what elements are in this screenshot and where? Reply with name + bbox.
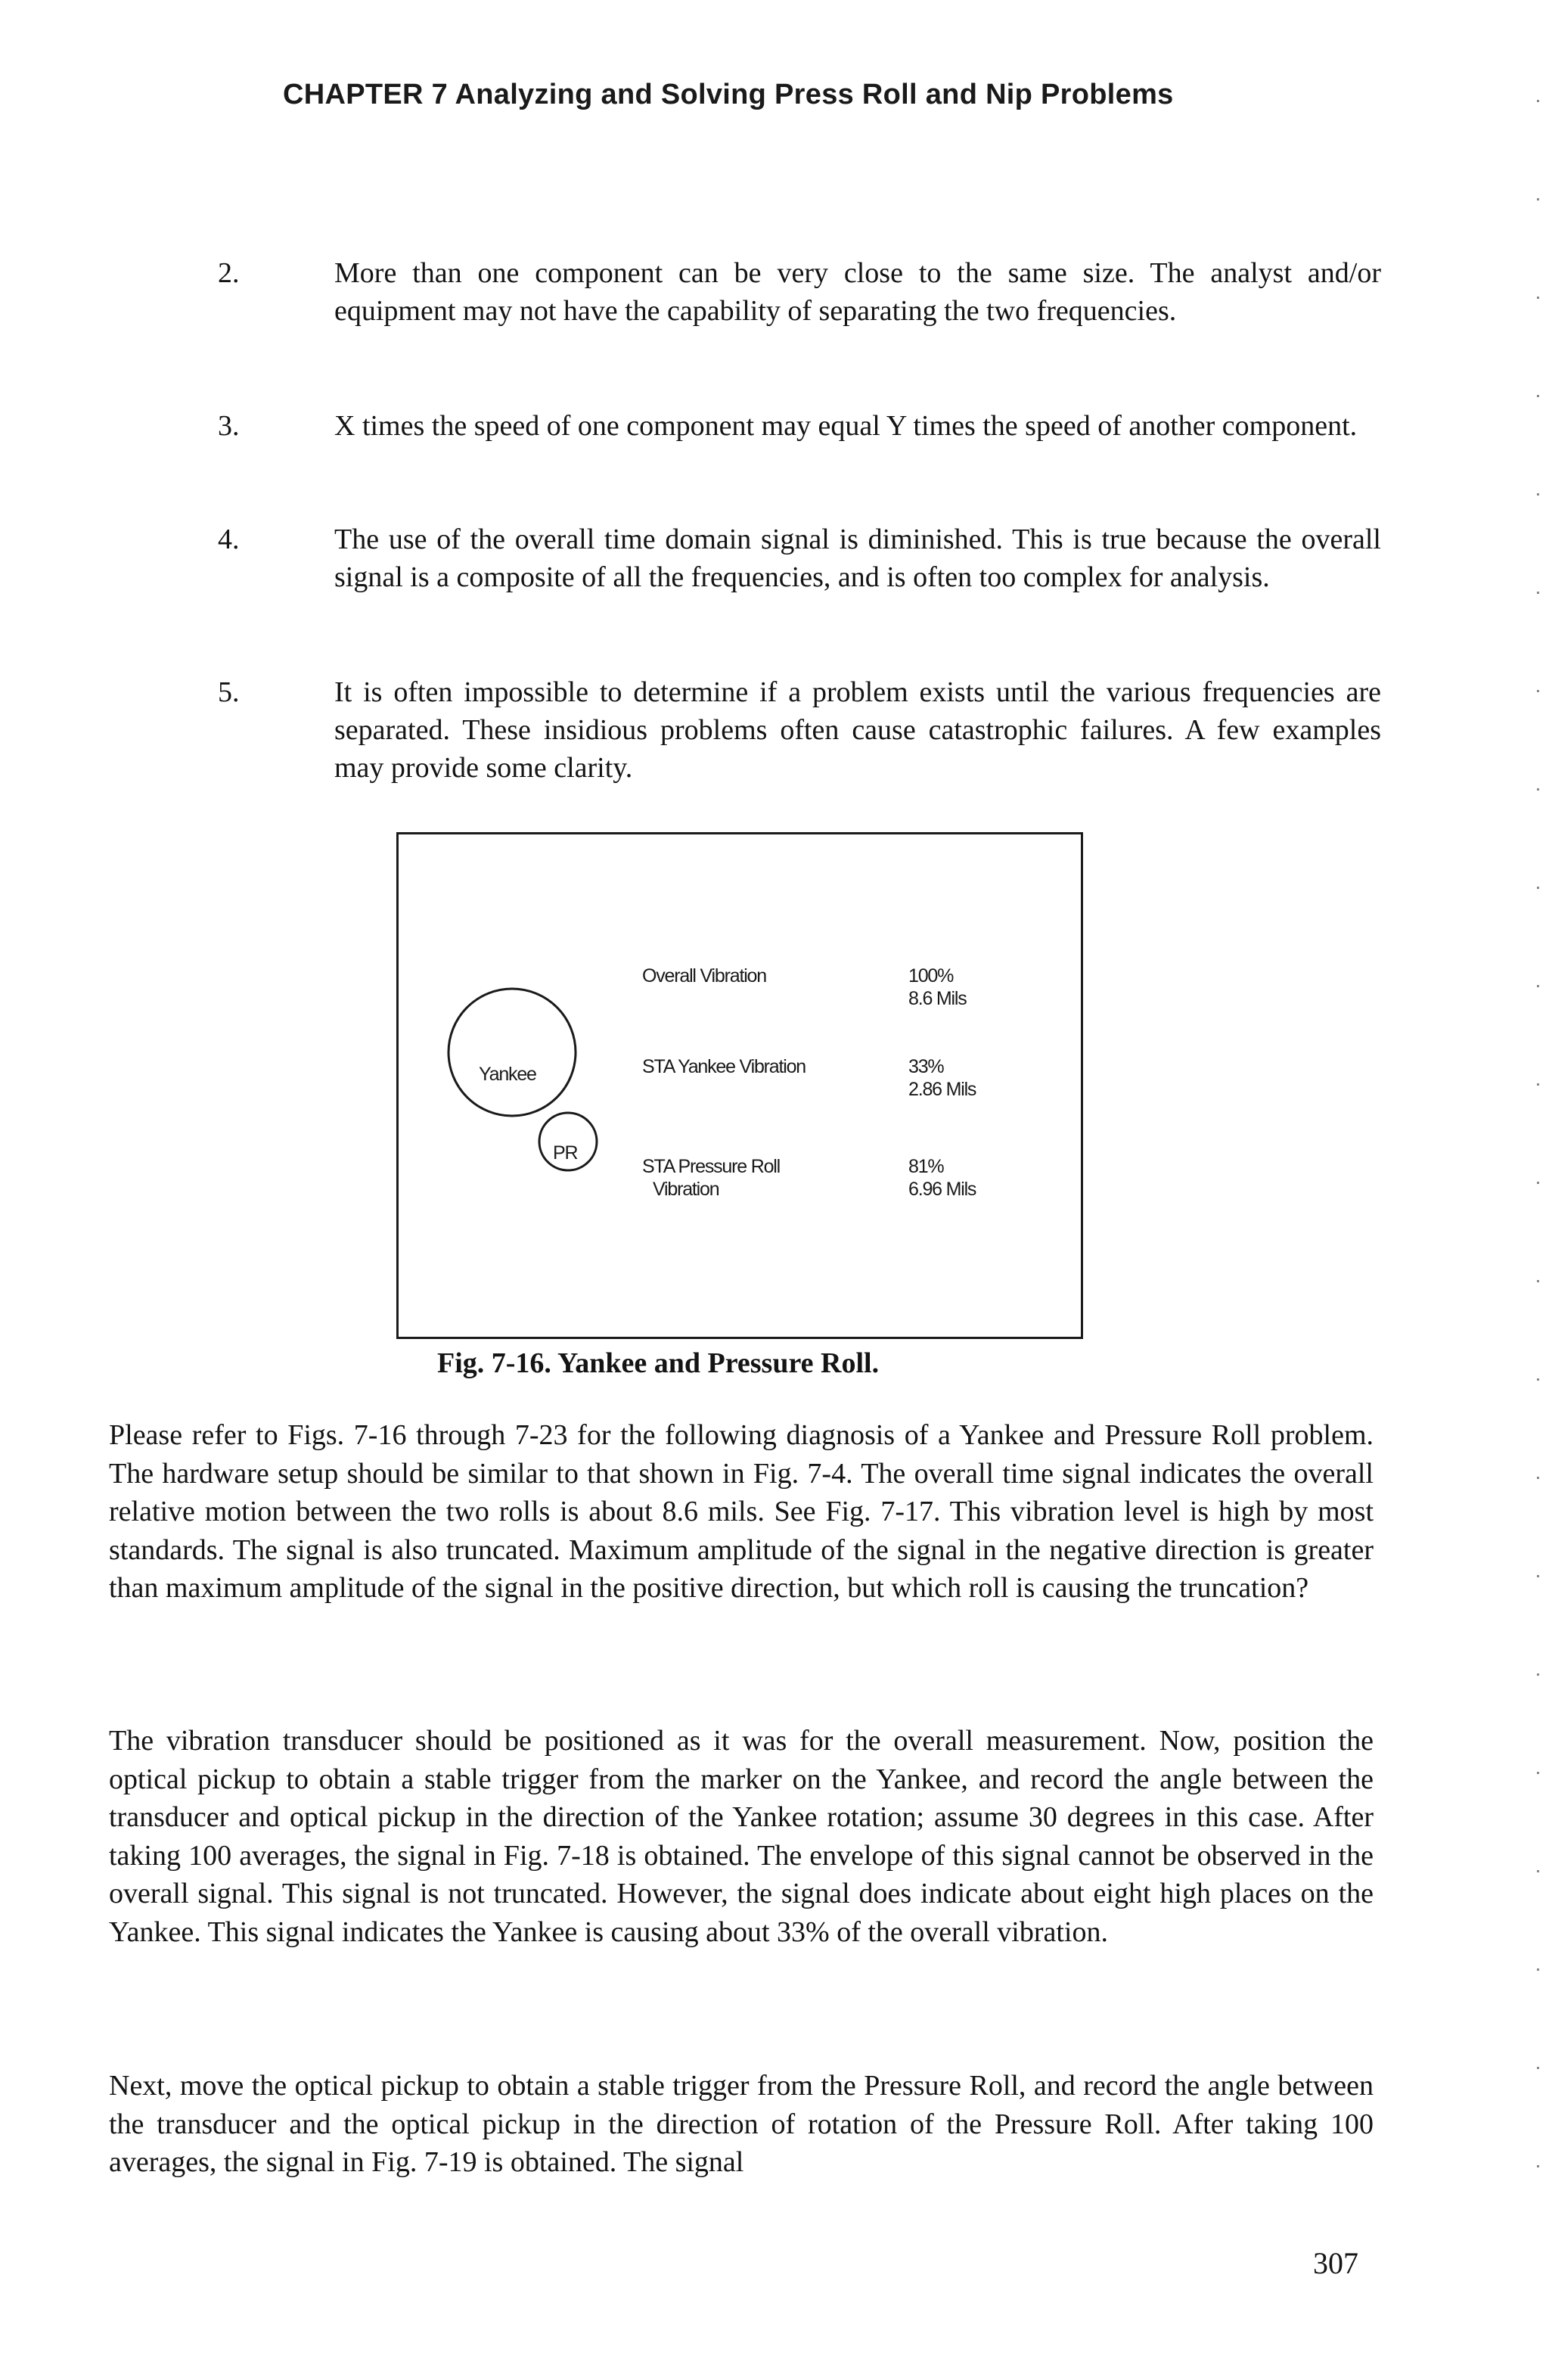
list-number: 2.	[218, 257, 240, 289]
margin-mark	[1537, 788, 1539, 791]
margin-mark	[1537, 1772, 1539, 1774]
yankee-label: Yankee	[479, 1064, 536, 1085]
margin-mark	[1537, 1673, 1539, 1676]
margin-mark	[1537, 198, 1539, 200]
yankee-circle	[449, 989, 576, 1116]
margin-mark	[1537, 985, 1539, 987]
paragraph-2: The vibration transducer should be positioned as it was for the overall measurement. Now, position the optical pickup to obtain a stable trigger from the marker on the Yankee, and record the angle between the transducer and optical pickup in the direction of the Yankee rotation; assume 30 degrees in this case. After taking 100 averages, the signal in Fig. 7-18 is obtained. The envelope of this signal cannot be observed in the overall signal. This signal is not truncated. However, the signal does indicate about eight high places on the Yankee. This signal indicates the Yankee is causing about 33% of the overall vibration.	[109, 1725, 1374, 1948]
margin-mark	[1537, 690, 1539, 692]
page-number: 307	[1313, 2246, 1358, 2280]
yankee-vibration-percent: 33%	[908, 1056, 944, 1077]
margin-mark	[1537, 100, 1539, 102]
margin-mark	[1537, 297, 1539, 299]
list-text: X times the speed of one component may equal Y times the speed of another component.	[334, 410, 1358, 442]
margin-mark	[1537, 1870, 1539, 1872]
figure-yankee-pressure-roll	[396, 832, 1083, 1339]
margin-mark	[1537, 2067, 1539, 2069]
yankee-vibration-mils: 2.86 Mils	[908, 1079, 976, 1100]
margin-mark	[1537, 395, 1539, 397]
list-text: The use of the overall time domain signal is diminished. This is true because the overall signal is a composite of all the frequencies, and is often too complex for analysis.	[334, 524, 1381, 593]
pressure-roll-vibration-label: STA Pressure Roll	[642, 1156, 780, 1177]
list-number: 4.	[218, 524, 240, 555]
margin-mark	[1537, 493, 1539, 496]
list-text: It is often impossible to determine if a problem exists until the various frequencies are separated. These insidious problems often cause catastrophic failures. A few examples may provide some clarity.	[334, 676, 1381, 784]
roll-diagram	[399, 834, 1081, 1337]
margin-mark	[1537, 592, 1539, 594]
overall-vibration-label: Overall Vibration	[642, 965, 766, 986]
pressure-roll-vibration-label-2: Vibration	[653, 1179, 719, 1200]
pressure-roll-vibration-mils: 6.96 Mils	[908, 1179, 976, 1200]
margin-mark	[1537, 1378, 1539, 1381]
margin-mark	[1537, 1968, 1539, 1971]
paragraph-3: Next, move the optical pickup to obtain a stable trigger from the Pressure Roll, and record the angle between the transducer and the optical pickup in the direction of rotation of the Pressure Roll. After taking 100 averages, the signal in Fig. 7-19 is obtained. The signal	[109, 2070, 1374, 2178]
overall-vibration-percent: 100%	[908, 965, 954, 986]
overall-vibration-mils: 8.6 Mils	[908, 988, 967, 1009]
margin-mark	[1537, 1083, 1539, 1086]
margin-mark	[1537, 887, 1539, 889]
pressure-roll-vibration-percent: 81%	[908, 1156, 944, 1177]
yankee-vibration-label: STA Yankee Vibration	[642, 1056, 806, 1077]
margin-mark	[1537, 1280, 1539, 1282]
figure-caption: Fig. 7-16. Yankee and Pressure Roll.	[437, 1347, 880, 1379]
list-number: 5.	[218, 676, 240, 708]
margin-mark	[1537, 1182, 1539, 1184]
margin-mark	[1537, 1477, 1539, 1479]
list-number: 3.	[218, 410, 240, 442]
margin-mark	[1537, 1575, 1539, 1577]
paragraph-1: Please refer to Figs. 7-16 through 7-23 for the following diagnosis of a Yankee and Pressure Roll problem. The hardware setup should be similar to that shown in Fig. 7-4. The overall time signal indicates the overall relative motion between the two rolls is about 8.6 mils. See Fig. 7-17. This vibration level is high by most standards. The signal is also truncated. Maximum amplitude of the signal in the negative direction is greater than maximum amplitude of the signal in the positive direction, but which roll is causing the truncation?	[109, 1419, 1374, 1604]
margin-mark	[1537, 2165, 1539, 2167]
pr-label: PR	[553, 1142, 578, 1164]
chapter-header: CHAPTER 7 Analyzing and Solving Press Roll and Nip Problems	[283, 79, 1174, 110]
list-text: More than one component can be very close to the same size. The analyst and/or equipment may not have the capability of separating the two frequencies.	[334, 257, 1381, 327]
